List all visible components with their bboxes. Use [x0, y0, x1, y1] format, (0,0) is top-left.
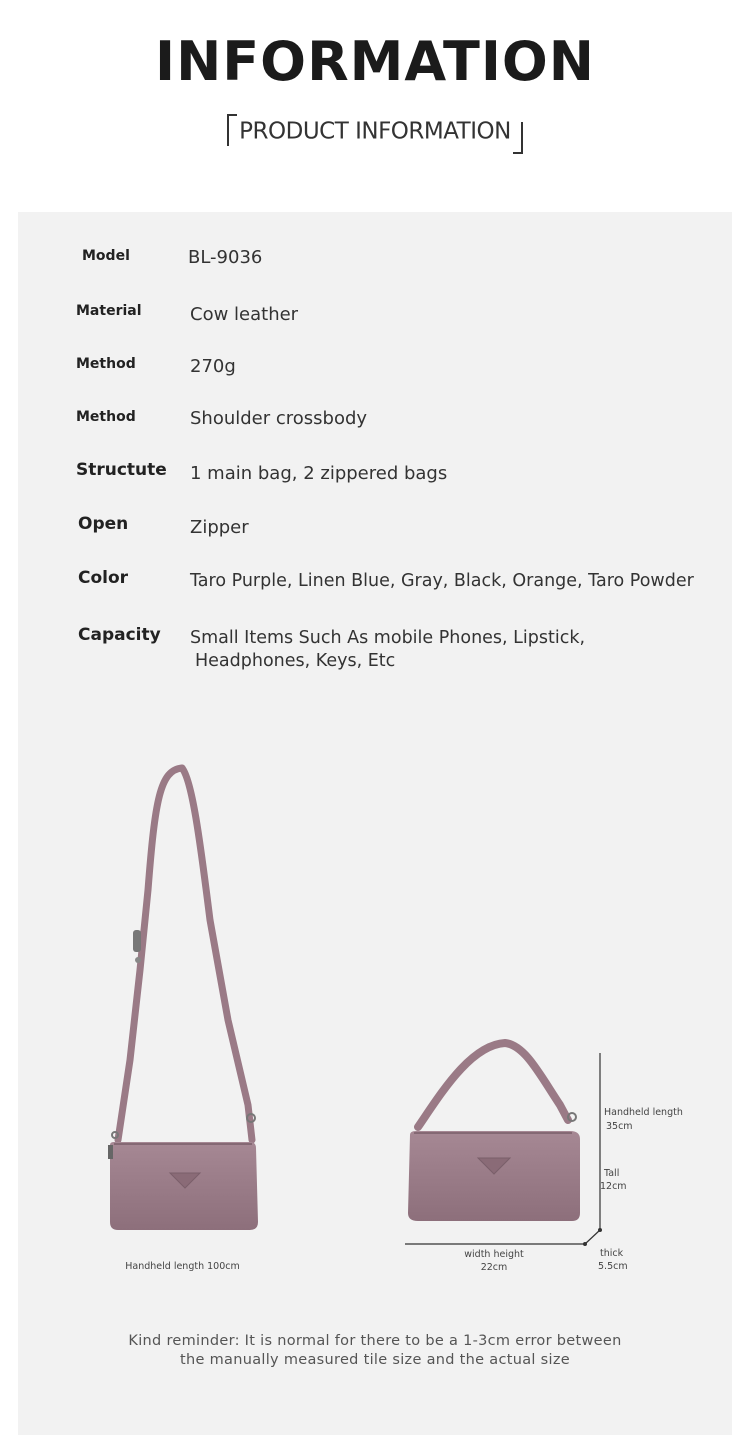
spec-label: Method	[76, 409, 136, 425]
clasp-icon	[133, 930, 141, 952]
spec-label: Model	[82, 248, 130, 264]
reminder-line-2: the manually measured tile size and the actual size	[180, 1352, 570, 1368]
thick-value: 5.5cm	[598, 1261, 628, 1272]
width-label: width height	[464, 1249, 524, 1260]
spec-label: Open	[78, 514, 129, 534]
handheld-length-value: 35cm	[606, 1121, 633, 1132]
spec-value: Shoulder crossbody	[190, 408, 368, 429]
bracket-left-icon	[227, 114, 237, 146]
page-title: INFORMATION	[154, 30, 596, 93]
reminder-line-1: Kind reminder: It is normal for there to be a 1-3cm error between	[128, 1333, 622, 1349]
spec-value: BL-9036	[188, 247, 263, 268]
bracket-right-icon	[513, 122, 523, 154]
crossbody-caption: Handheld length 100cm	[125, 1261, 240, 1272]
spec-value-line2: Headphones, Keys, Etc	[195, 651, 396, 671]
page-subtitle	[0, 118, 750, 150]
kind-reminder	[0, 1332, 750, 1370]
spec-value: Taro Purple, Linen Blue, Gray, Black, Orange, Taro Powder	[190, 571, 694, 591]
width-value: 22cm	[480, 1262, 508, 1273]
spec-label: Method	[76, 356, 136, 372]
spec-value: Zipper	[190, 517, 249, 538]
tall-value: 12cm	[600, 1181, 627, 1192]
spec-value-line1: Small Items Such As mobile Phones, Lipstick,	[190, 628, 586, 648]
spec-label: Color	[78, 568, 129, 588]
spec-value: 270g	[190, 356, 236, 377]
thick-label: thick	[600, 1248, 624, 1259]
spec-value: Cow leather	[190, 304, 299, 325]
tall-label: Tall	[604, 1168, 620, 1179]
crossbody-bag-image	[100, 760, 270, 1240]
subtitle-text: PRODUCT INFORMATION	[239, 118, 511, 145]
handheld-length-label: Handheld length	[604, 1107, 683, 1118]
spec-value: 1 main bag, 2 zippered bags	[190, 463, 448, 484]
handheld-bag-image	[400, 1035, 610, 1250]
spec-label: Capacity	[78, 625, 161, 645]
spec-label: Material	[76, 303, 142, 319]
spec-label: Structute	[76, 460, 167, 480]
